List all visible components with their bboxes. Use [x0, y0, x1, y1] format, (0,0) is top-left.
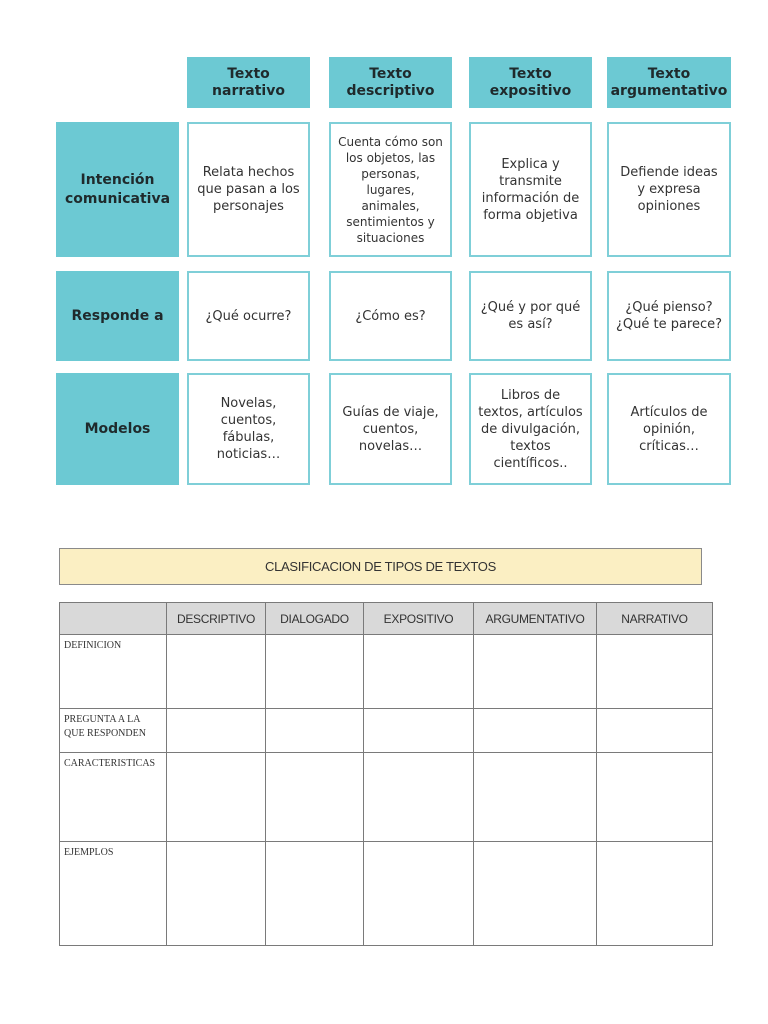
- table-row: [60, 753, 713, 842]
- row-header-responde: Responde a: [56, 271, 179, 361]
- table-row: [60, 842, 713, 946]
- row-label-caracteristicas: CARACTERISTICAS: [60, 753, 167, 842]
- classification-table: [59, 602, 713, 946]
- cell-intencion-argumentativo: Defiende ideas y expresa opiniones: [607, 122, 731, 257]
- cell-responde-argumentativo: ¿Qué pienso? ¿Qué te parece?: [607, 271, 731, 361]
- table-cell[interactable]: [167, 635, 266, 709]
- table-cell[interactable]: [266, 709, 364, 753]
- header-expositivo: EXPOSITIVO: [364, 603, 474, 635]
- table-cell[interactable]: [474, 842, 597, 946]
- col-header-expositivo: Texto expositivo: [469, 57, 592, 108]
- table-cell[interactable]: [266, 842, 364, 946]
- col-header-argumentativo: Texto argumentativo: [607, 57, 731, 108]
- header-descriptivo: DESCRIPTIVO: [167, 603, 266, 635]
- table-cell[interactable]: [167, 842, 266, 946]
- table-cell[interactable]: [364, 709, 474, 753]
- header-narrativo: NARRATIVO: [597, 603, 713, 635]
- table-row: [60, 635, 713, 709]
- classification-title: CLASIFICACION DE TIPOS DE TEXTOS: [59, 548, 702, 585]
- table-row: [60, 709, 713, 753]
- classification-header-row: [60, 603, 713, 635]
- row-label-ejemplos: EJEMPLOS: [60, 842, 167, 946]
- row-header-intencion: Intención comunicativa: [56, 122, 179, 257]
- table-cell[interactable]: [364, 753, 474, 842]
- table-cell[interactable]: [474, 753, 597, 842]
- table-cell[interactable]: [597, 842, 713, 946]
- cell-intencion-narrativo: Relata hechos que pasan a los personajes: [187, 122, 310, 257]
- cell-responde-descriptivo: ¿Cómo es?: [329, 271, 452, 361]
- cell-responde-narrativo: ¿Qué ocurre?: [187, 271, 310, 361]
- cell-intencion-descriptivo: Cuenta cómo son los objetos, las personas, lugares, animales, sentimientos y situaciones: [329, 122, 452, 257]
- table-cell[interactable]: [597, 635, 713, 709]
- header-dialogado: DIALOGADO: [266, 603, 364, 635]
- col-header-narrativo: Texto narrativo: [187, 57, 310, 108]
- row-label-definicion: DEFINICION: [60, 635, 167, 709]
- header-argumentativo: ARGUMENTATIVO: [474, 603, 597, 635]
- cell-modelos-descriptivo: Guías de viaje, cuentos, novelas…: [329, 373, 452, 485]
- table-cell[interactable]: [364, 635, 474, 709]
- cell-intencion-expositivo: Explica y transmite información de forma objetiva: [469, 122, 592, 257]
- table-cell[interactable]: [474, 635, 597, 709]
- col-header-descriptivo: Texto descriptivo: [329, 57, 452, 108]
- table-cell[interactable]: [266, 635, 364, 709]
- row-header-modelos: Modelos: [56, 373, 179, 485]
- cell-modelos-expositivo: Libros de textos, artículos de divulgación, textos científicos..: [469, 373, 592, 485]
- cell-modelos-argumentativo: Artículos de opinión, críticas…: [607, 373, 731, 485]
- header-blank: [60, 603, 167, 635]
- table-cell[interactable]: [167, 753, 266, 842]
- table-cell[interactable]: [167, 709, 266, 753]
- table-cell[interactable]: [266, 753, 364, 842]
- cell-responde-expositivo: ¿Qué y por qué es así?: [469, 271, 592, 361]
- table-cell[interactable]: [364, 842, 474, 946]
- table-cell[interactable]: [474, 709, 597, 753]
- cell-modelos-narrativo: Novelas, cuentos, fábulas, noticias…: [187, 373, 310, 485]
- row-label-pregunta: PREGUNTA A LA QUE RESPONDEN: [60, 709, 167, 753]
- table-cell[interactable]: [597, 709, 713, 753]
- table-cell[interactable]: [597, 753, 713, 842]
